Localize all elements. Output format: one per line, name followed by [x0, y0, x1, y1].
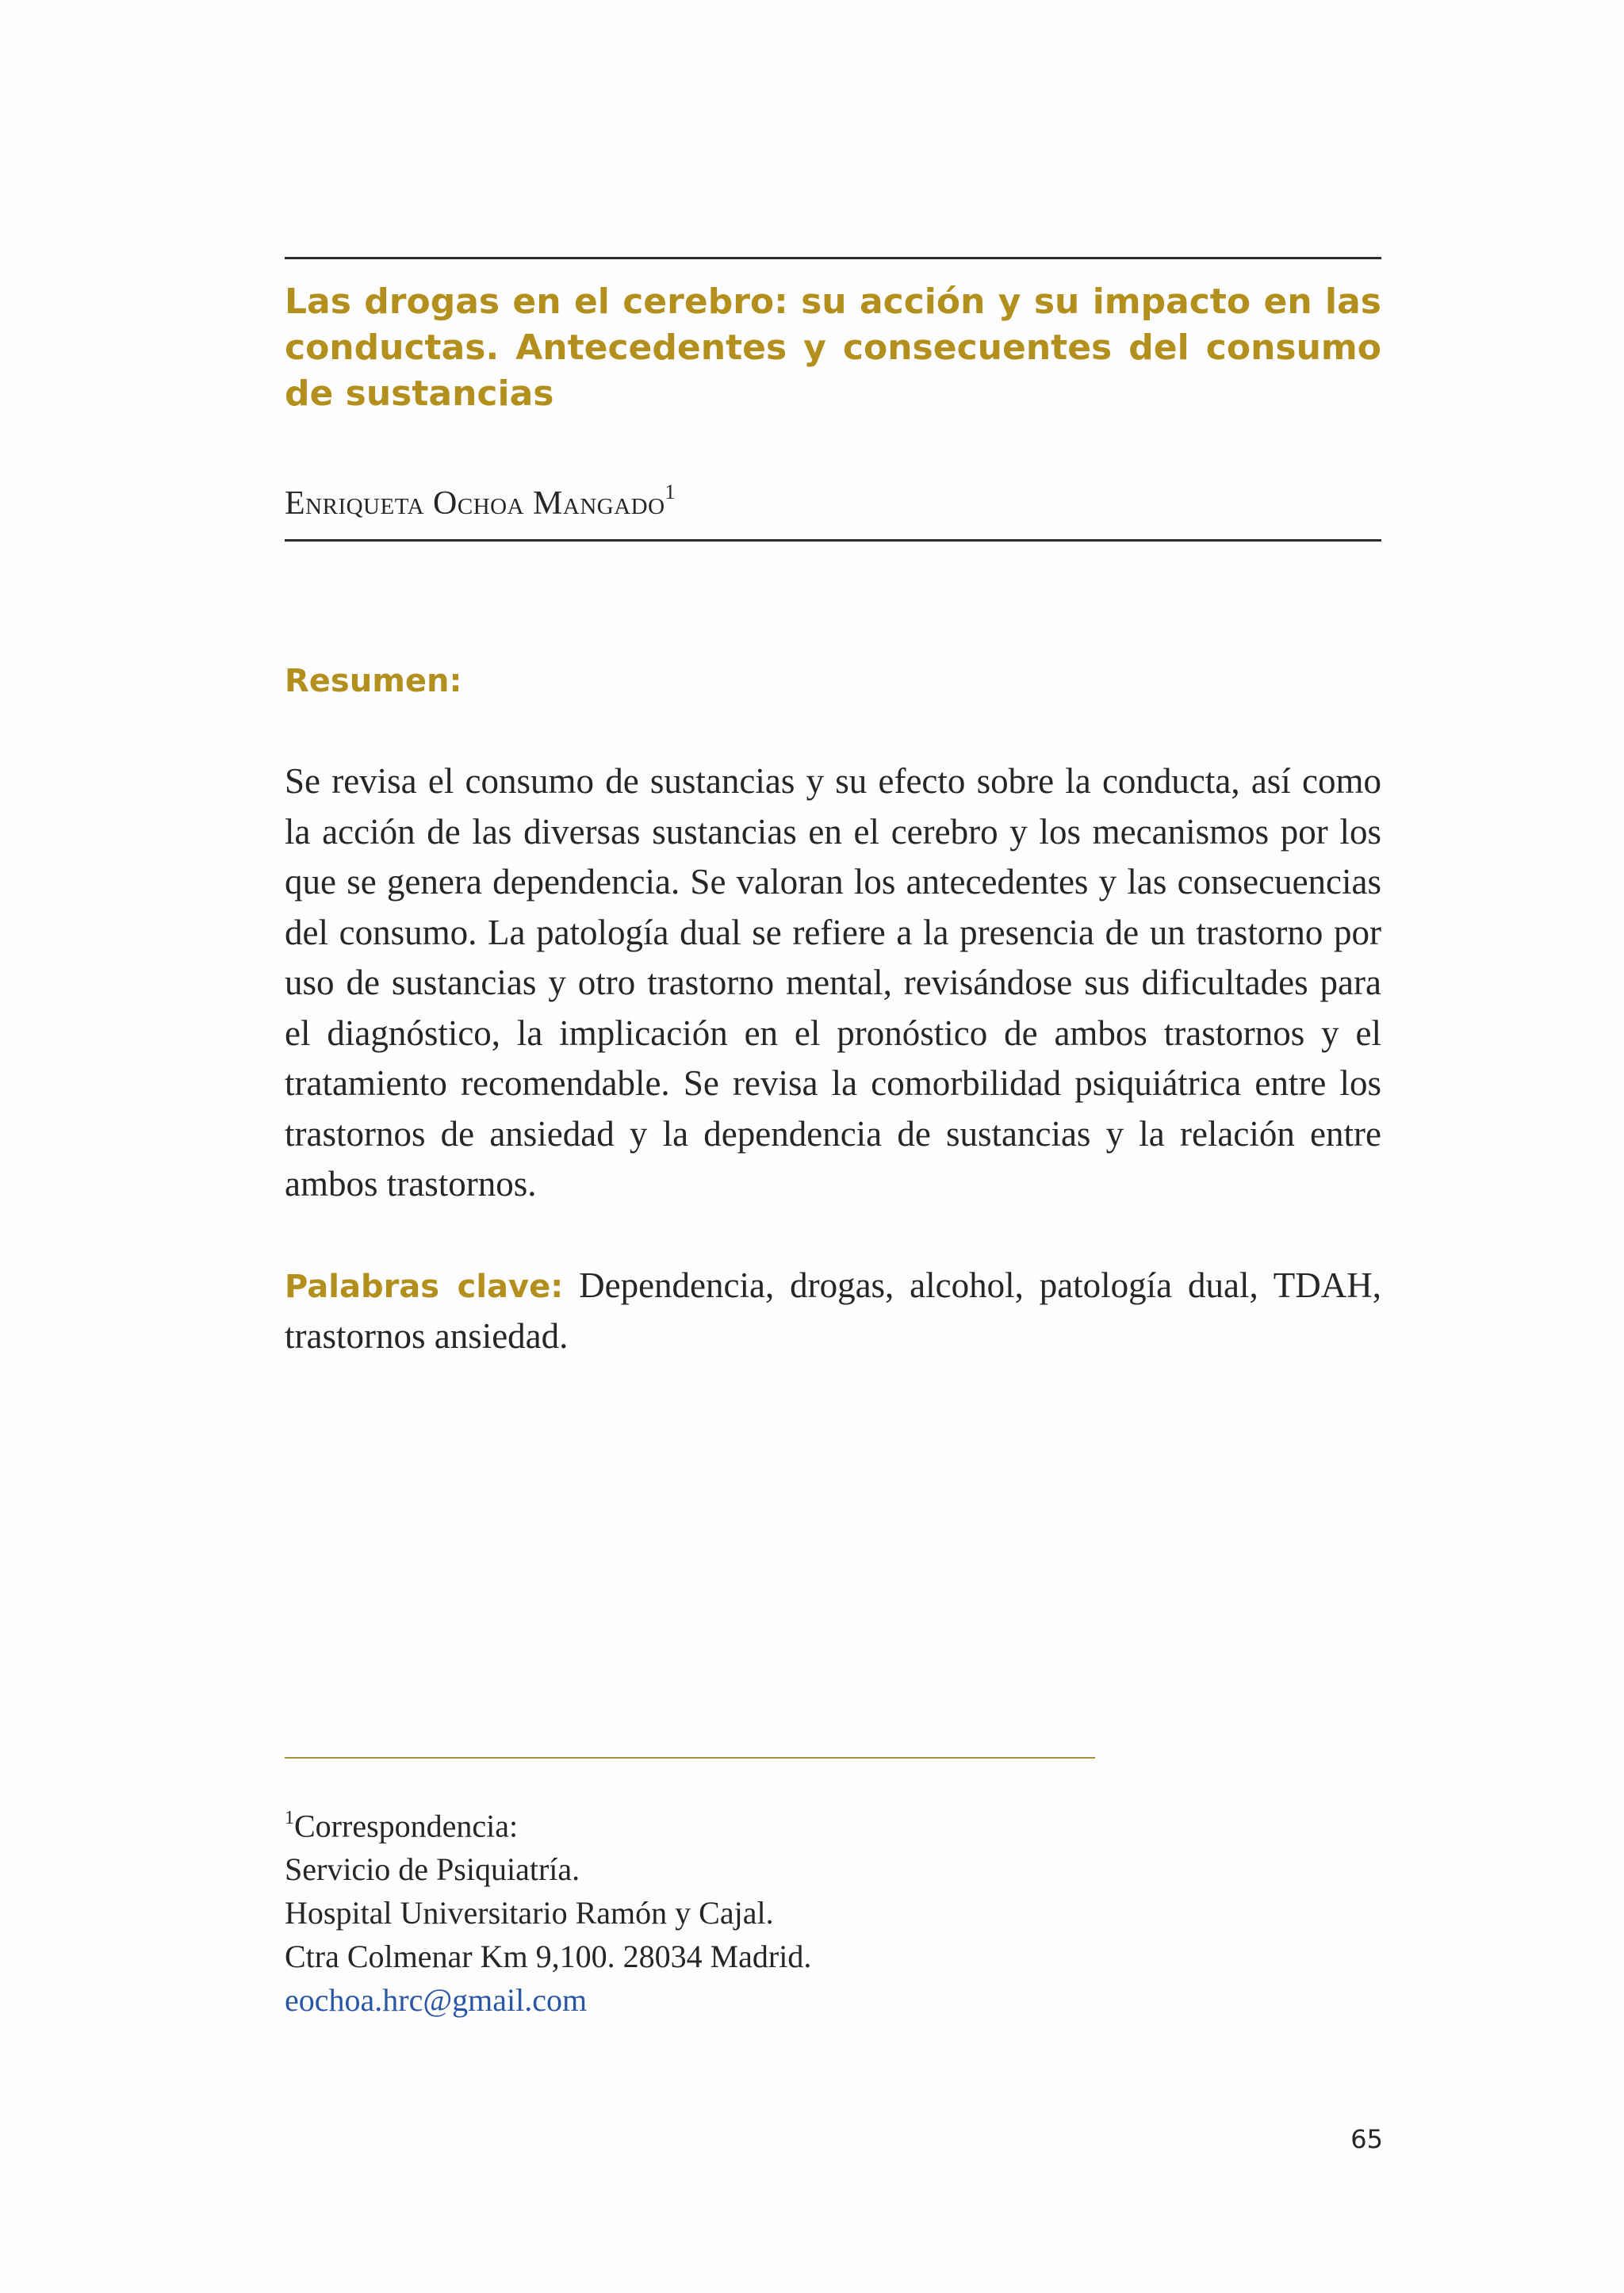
footnote-email-line: [285, 1978, 1236, 2022]
author-name: Enriqueta Ochoa Mangado: [285, 485, 665, 522]
abstract-heading: Resumen:: [285, 663, 462, 699]
author-bottom-rule: [285, 539, 1381, 542]
footnote-heading-line: [285, 1798, 1236, 1847]
footnote-line-hospital: Hospital Universitario Ramón y Cajal.: [285, 1895, 774, 1931]
email-link[interactable]: eochoa.hrc@gmail.com: [285, 1982, 588, 2019]
footnote-rule: [285, 1757, 1095, 1759]
abstract-text: Se revisa el consumo de sustancias y su efecto sobre la conducta, así como la acción de las diversas sustancias en el cerebro y los mecanismos por los que se genera dependencia. Se valoran los antecedentes y las consecuencias del consumo. La patología dual se refiere a la presencia de un trastorno por uso de sustancias y otro trastorno mental, revisándose sus dificultades para el diagnóstico, la implicación en el pronóstico de ambos trastornos y el tratamiento recomendable. Se revisa la comorbilidad psiquiátrica entre los trastornos de ansiedad y la dependencia de sustancias y la relación entre ambos trastornos.: [285, 761, 1381, 1204]
footnote-line-address: Ctra Colmenar Km 9,100. 28034 Madrid.: [285, 1939, 812, 1975]
keywords-label: Palabras clave:: [285, 1269, 564, 1305]
article-title: Las drogas en el cerebro: su acción y su impacto en las conductas. Antecedentes y consecuentes del consumo de sustancias: [285, 281, 1381, 414]
keywords: [285, 1261, 1381, 1361]
keywords-text: Dependencia, drogas, alcohol, patología dual, TDAH, trastornos ansiedad.: [285, 1265, 1382, 1356]
footnote-correspondence: [285, 1798, 1236, 2022]
footnote-mark: 1: [285, 1808, 294, 1828]
title-top-rule: [285, 257, 1381, 259]
footnote-heading: Correspondencia:: [294, 1808, 519, 1844]
page-number: 65: [1350, 2124, 1383, 2154]
author-footnote-mark: 1: [665, 480, 676, 503]
author-line: [285, 476, 1381, 523]
footnote-line-service: Servicio de Psiquiatría.: [285, 1851, 580, 1888]
